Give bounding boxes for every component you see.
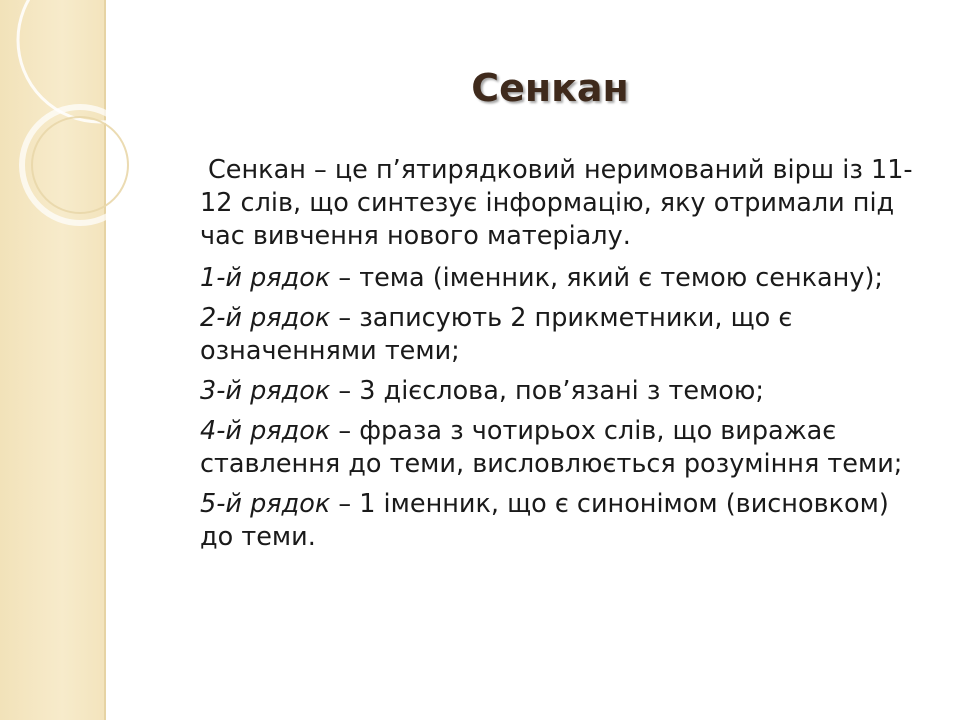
intro-paragraph: Сенкан – це п’ятирядковий неримований вірш із 11-12 слів, що синтезує інформацію, яку отримали під час вивчення нового матеріалу. bbox=[200, 155, 913, 251]
decorative-circles bbox=[0, 0, 200, 260]
row-label: 2-й рядок bbox=[200, 303, 331, 333]
row-item-1 bbox=[200, 262, 930, 295]
row-text: – 1 іменник, що є синонімом (висновком) до теми. bbox=[200, 489, 889, 552]
row-label: 4-й рядок bbox=[200, 416, 331, 446]
slide-body bbox=[200, 154, 930, 561]
row-text: – тема (іменник, який є темою сенкану); bbox=[330, 263, 883, 293]
row-text: – 3 дієслова, пов’язані з темою; bbox=[330, 376, 764, 406]
row-text: – записують 2 прикметники, що є означеннями теми; bbox=[200, 303, 793, 366]
row-item-3 bbox=[200, 375, 930, 408]
row-item-5 bbox=[200, 488, 930, 554]
row-label: 3-й рядок bbox=[200, 376, 331, 406]
row-item-2 bbox=[200, 302, 930, 368]
row-text: – фраза з чотирьох слів, що виражає ставлення до теми, висловлюється розуміння теми; bbox=[200, 416, 903, 479]
row-label: 5-й рядок bbox=[200, 489, 331, 519]
row-label: 1-й рядок bbox=[200, 263, 331, 293]
slide-title: Сенкан bbox=[471, 66, 629, 110]
row-item-4 bbox=[200, 415, 930, 481]
